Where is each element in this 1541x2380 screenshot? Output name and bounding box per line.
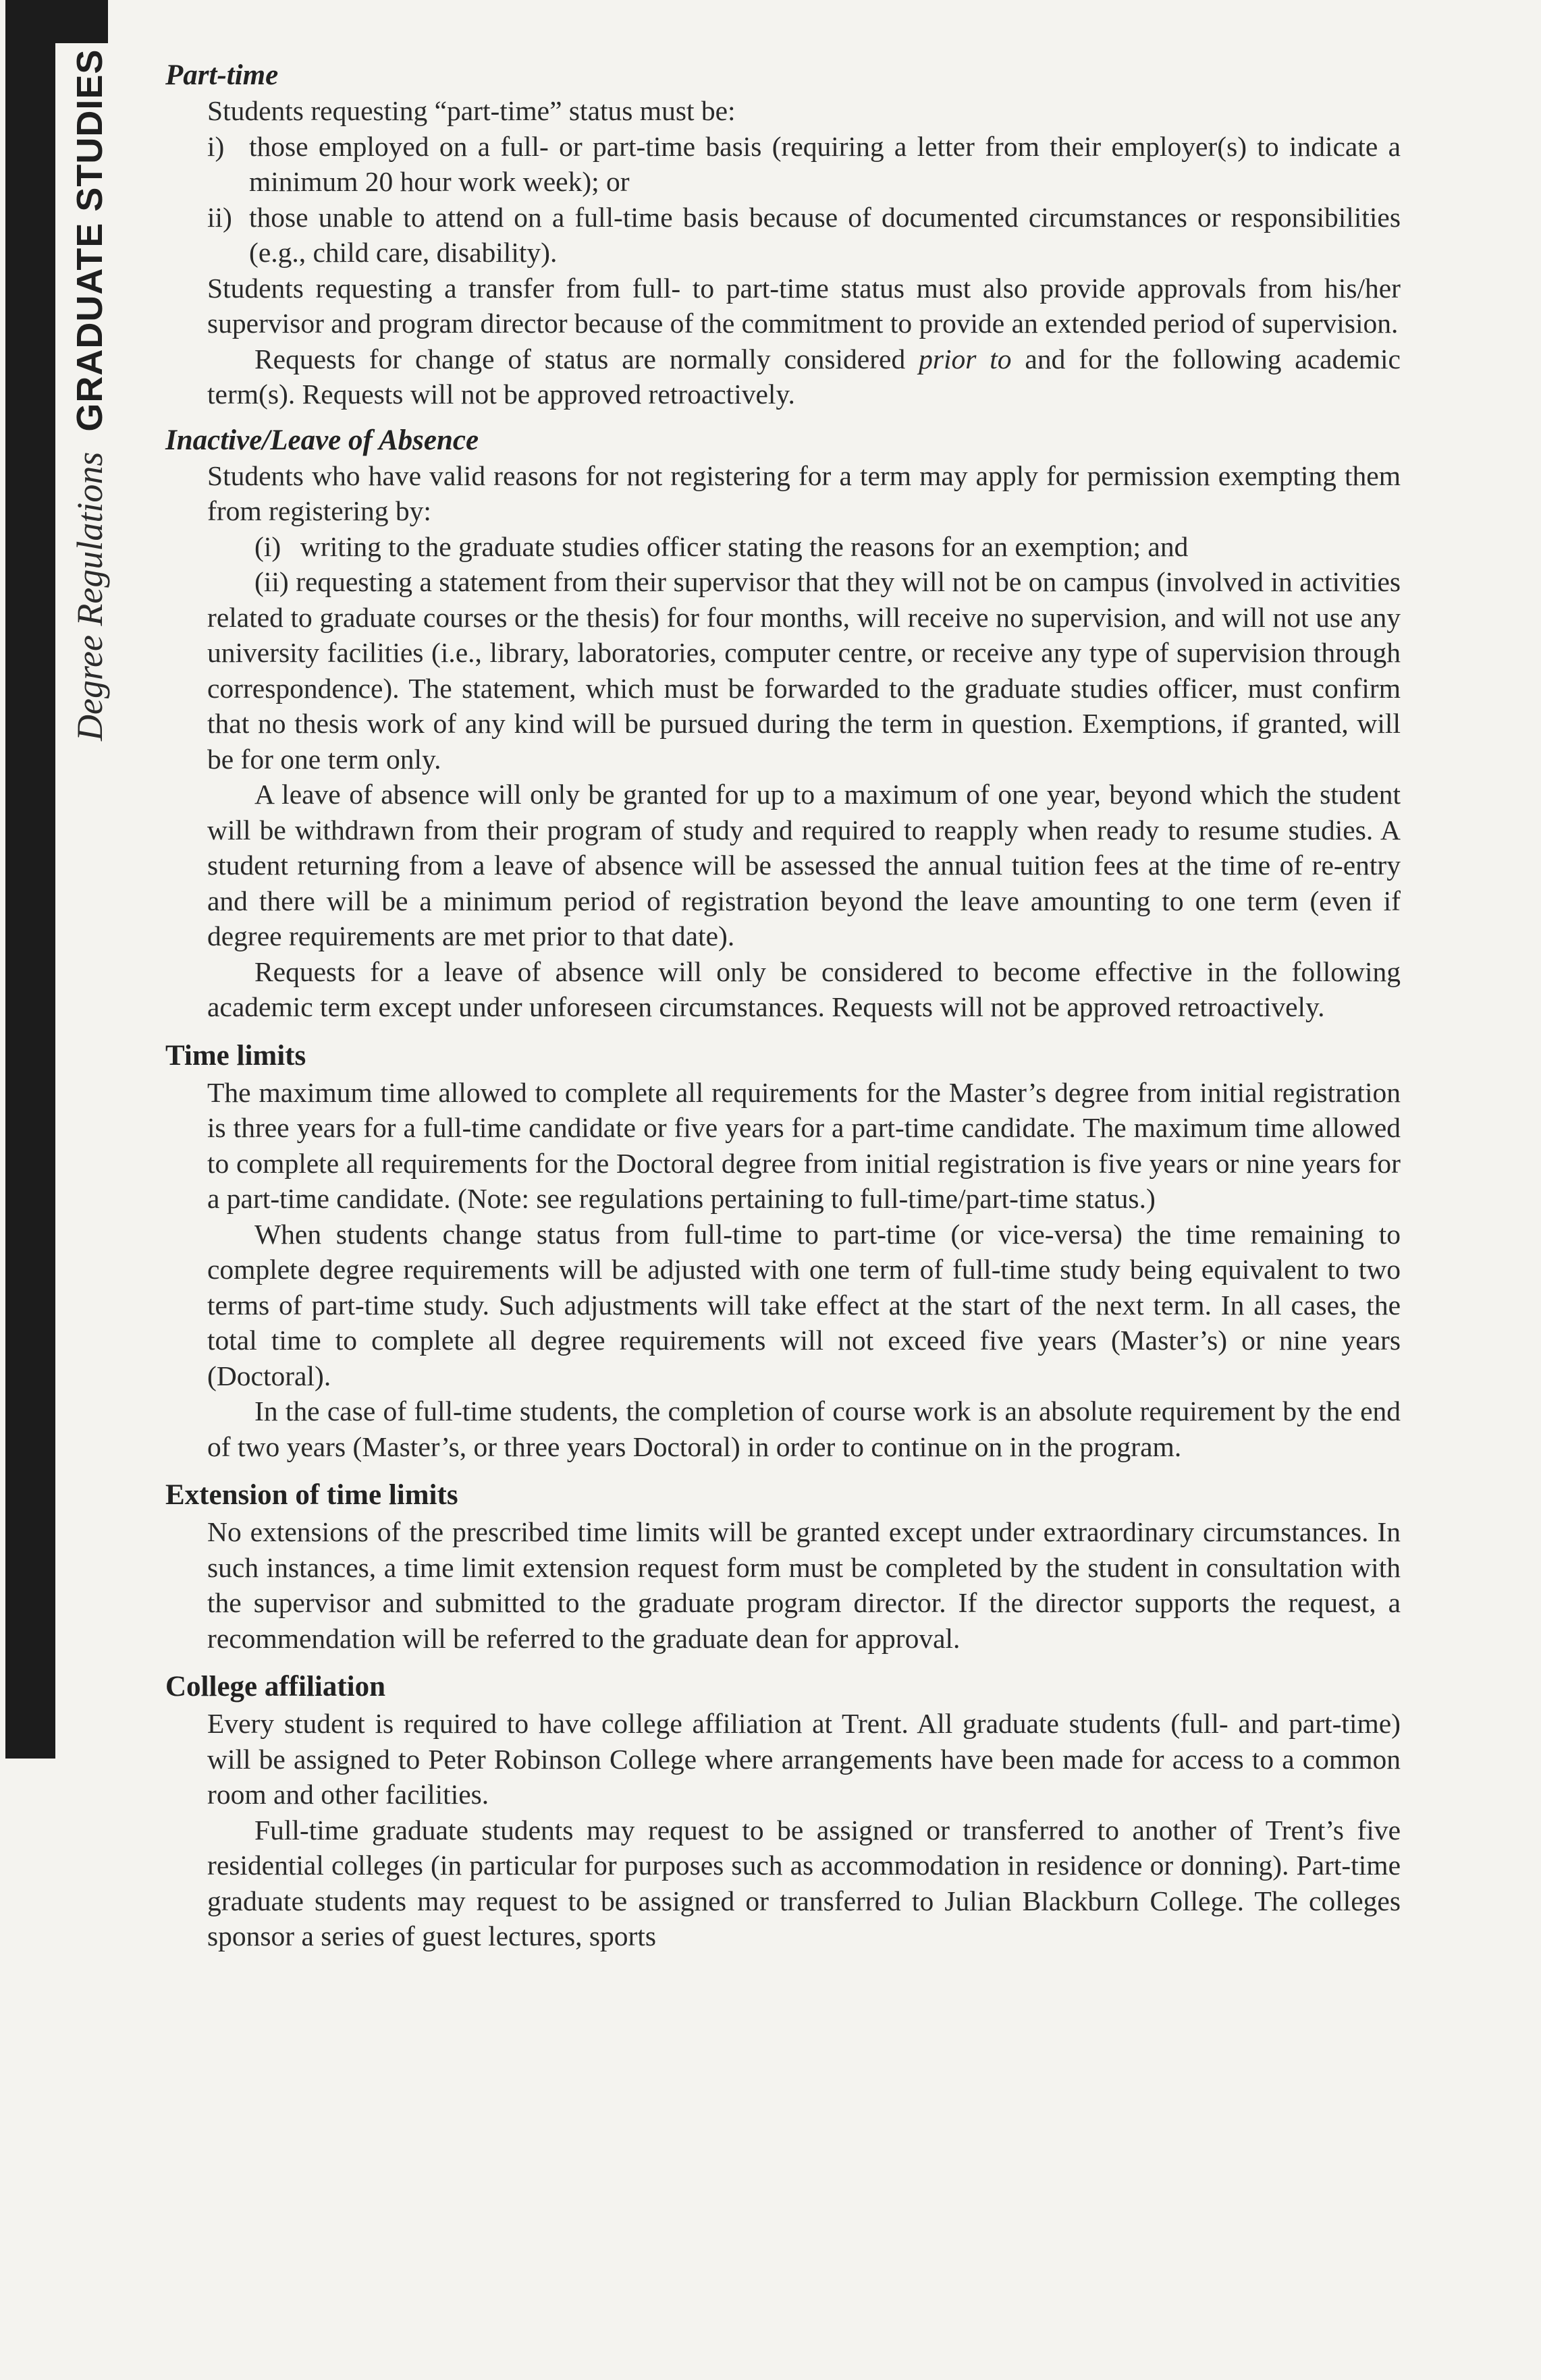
section-extension <box>165 1476 1401 1656</box>
college-paragraph: Full-time graduate students may request to be assigned or transferred to another of Trent’s five residential colleges (in particular for purposes such as accommodation in residence or donning). Part-time graduate students may request to be assigned or transferred to Julian Blackburn College. The colleges sponsor a series of guest lectures, sports <box>207 1814 1401 1952</box>
heading-time-limits: Time limits <box>165 1039 306 1072</box>
page-edge-bar <box>5 0 55 1759</box>
part-time-paragraph: Students requesting a transfer from full- to part-time status must also provide approvals from his/her supervisor and program director because of the commitment to provide an extended period of supervision. <box>207 272 1401 339</box>
list-number: ii) <box>207 201 232 233</box>
section-inactive-leave <box>165 423 1401 1025</box>
running-head-section: Degree Regulations <box>69 451 110 741</box>
list-text: writing to the graduate studies officer stating the reasons for an exemption; and <box>300 530 1189 562</box>
list-item <box>207 529 1401 565</box>
heading-inactive-leave: Inactive/Leave of Absence <box>165 424 479 456</box>
inactive-paragraph: A leave of absence will only be granted for up to a maximum of one year, beyond which the student will be withdrawn from their program of study and required to reapply when ready to resume studies. A student returning from a leave of absence will be assessed the annual tuition fees at the time of re-entry and there will be a minimum period of registration beyond the leave amounting to one term (even if degree requirements are met prior to that date). <box>207 779 1401 951</box>
section-college-affiliation <box>165 1668 1401 1954</box>
time-limits-paragraph: In the case of full-time students, the completion of course work is an absolute requirement by the end of two years (Master’s, or three years Doctoral) in order to continue on in the program. <box>207 1395 1401 1462</box>
list-text: those unable to attend on a full-time basis because of documented circumstances or responsibilities (e.g., child care, disability). <box>249 201 1401 268</box>
emphasis: prior to <box>919 343 1012 375</box>
college-paragraph: Every student is required to have college affiliation at Trent. All graduate students (full- and part-time) will be assigned to Peter Robinson College where arrangements have been made for access to a common room and other facilities. <box>207 1708 1401 1810</box>
side-running-head <box>64 49 115 741</box>
list-item <box>207 200 1401 271</box>
section-time-limits <box>165 1037 1401 1465</box>
time-limits-paragraph: The maximum time allowed to complete all requirements for the Master’s degree from initial registration is three years for a full-time candidate or five years for a part-time candidate. The maximum time allowed to complete all requirements for the Doctoral degree from initial registration is five years or nine years for a part-time candidate. (Note: see regulations pertaining to full-time/part-time status.) <box>207 1076 1401 1214</box>
time-limits-paragraph: When students change status from full-time to part-time (or vice-versa) the time remaining to complete degree requirements will be adjusted with one term of full-time study being equivalent to two terms of part-time study. Such adjustments will take effect at the start of the next term. In all cases, the total time to complete all degree requirements will not exceed five years (Master’s) or nine years (Doctoral). <box>207 1218 1401 1391</box>
inactive-intro: Students who have valid reasons for not registering for a term may apply for permission exempting them from registering by: <box>207 460 1401 526</box>
heading-extension: Extension of time limits <box>165 1479 458 1511</box>
inactive-paragraph: Requests for a leave of absence will only be considered to become effective in the following academic term except under unforeseen circumstances. Requests will not be approved retroactively. <box>207 956 1401 1022</box>
part-time-intro: Students requesting “part-time” status must be: <box>207 95 736 126</box>
list-item-continued: (ii) requesting a statement from their supervisor that they will not be on campus (involved in activities related to graduate courses or the thesis) for four months, will receive no supervision, and will not use any university facilities (i.e., library, laboratories, computer centre, or receive any type of supervision through correspondence). The statement, which must be forwarded to the graduate studies officer, must confirm that no thesis work of any kind will be pursued during the term in question. Exemptions, if granted, will be for one term only. <box>207 566 1401 775</box>
running-head-chapter: GRADUATE STUDIES <box>69 49 110 432</box>
list-number: i) <box>207 130 225 162</box>
heading-college-affiliation: College affiliation <box>165 1671 386 1703</box>
heading-part-time: Part-time <box>165 59 279 91</box>
section-part-time <box>165 58 1401 412</box>
list-number: (i) <box>254 530 281 562</box>
list-item <box>207 129 1401 200</box>
list-text: those employed on a full- or part-time basis (requiring a letter from their employer(s) to indicate a minimum 20 hour work week); or <box>249 130 1401 197</box>
extension-paragraph: No extensions of the prescribed time limits will be granted except under extraordinary circumstances. In such instances, a time limit extension request form must be completed by the student in consultation with the supervisor and submitted to the graduate program director. If the director supports the request, a recommendation will be referred to the graduate dean for approval. <box>207 1516 1401 1654</box>
page-content <box>165 55 1401 1954</box>
part-time-paragraph: Requests for change of status are normally considered prior to and for the following academic term(s). Requests will not be approved retroactively. <box>207 343 1401 410</box>
